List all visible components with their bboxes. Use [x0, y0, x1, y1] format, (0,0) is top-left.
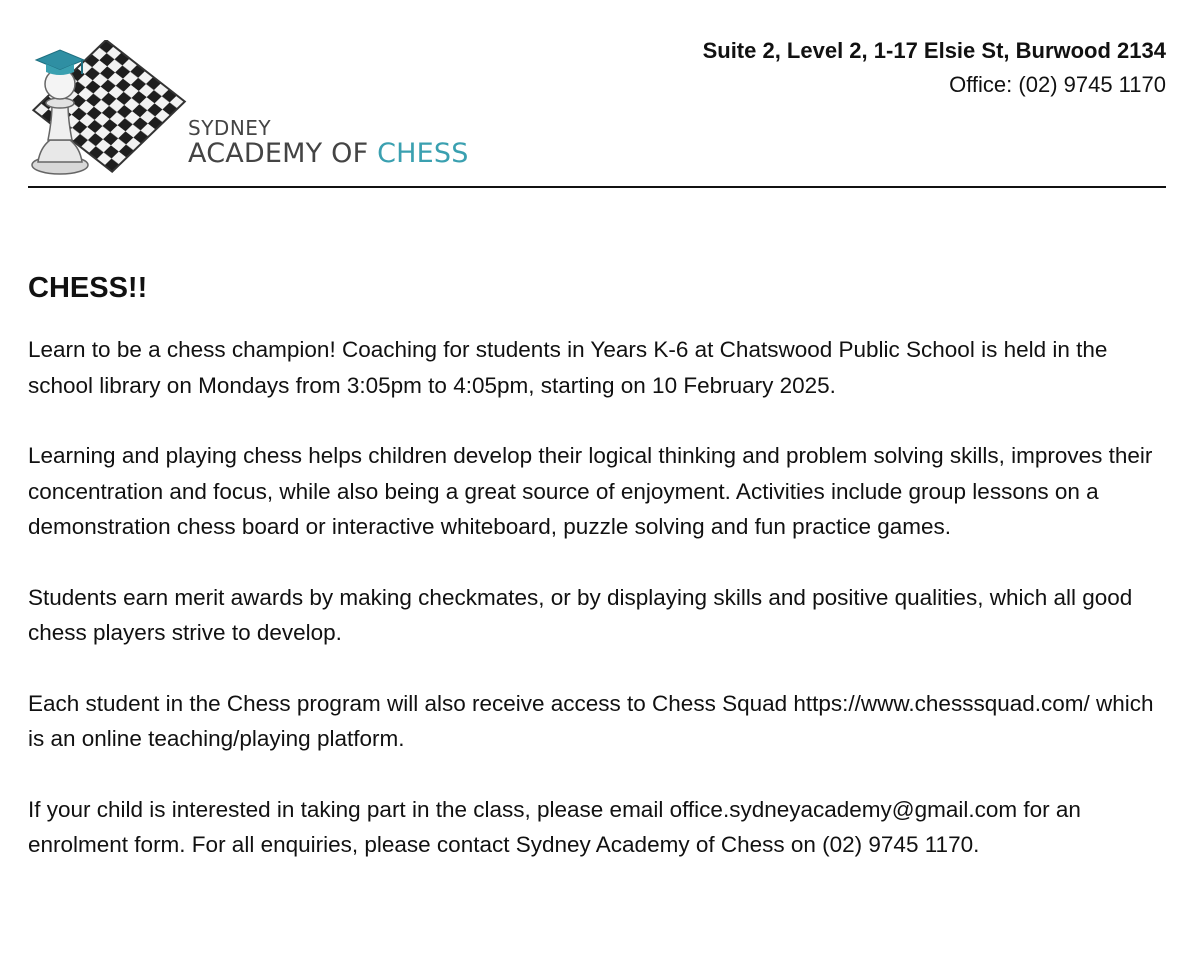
paragraph-intro: Learn to be a chess champion! Coaching for students in Years K-6 at Chatswood Public School is held in the school library on Mondays from 3:05pm to 4:05pm, starting on 10 February 2025.	[28, 337, 1108, 398]
logo-line-academy	[188, 140, 469, 167]
logo-line-sydney: SYDNEY	[188, 116, 272, 140]
logo-wordmark	[188, 118, 469, 167]
page-title: CHESS!!	[28, 272, 148, 304]
paragraph-benefits: Learning and playing chess helps children develop their logical thinking and problem solving skills, improves their concentration and focus, while also being a great source of enjoyment. Activities include group lessons on a demonstration chess board or interactive whiteboard, puzzle solving and fun practice games.	[28, 443, 1153, 539]
chessboard-logo-icon	[28, 40, 198, 180]
academy-logo	[28, 40, 488, 180]
paragraph-enrolment: If your child is interested in taking part in the class, please email office.sydneyacademy@gmail.com for an enrolment form. For all enquiries, please contact Sydney Academy of Chess on (02) 9745 1170.	[28, 796, 1081, 857]
contact-address	[703, 34, 1166, 102]
paragraph-awards: Students earn merit awards by making checkmates, or by displaying skills and positive qualities, which all good chess players strive to develop.	[28, 584, 1133, 645]
letterhead	[28, 30, 1166, 188]
street-address: Suite 2, Level 2, 1-17 Elsie St, Burwood 2134	[702, 38, 1166, 63]
office-phone: Office: (02) 9745 1170	[949, 72, 1166, 97]
paragraph-chess-squad: Each student in the Chess program will also receive access to Chess Squad https://www.chesssquad.com/ which is an online teaching/playing platform.	[28, 690, 1154, 751]
logo-academy-of: ACADEMY OF	[188, 138, 378, 169]
logo-chess: CHESS	[377, 138, 469, 169]
letter-body	[28, 268, 1168, 898]
